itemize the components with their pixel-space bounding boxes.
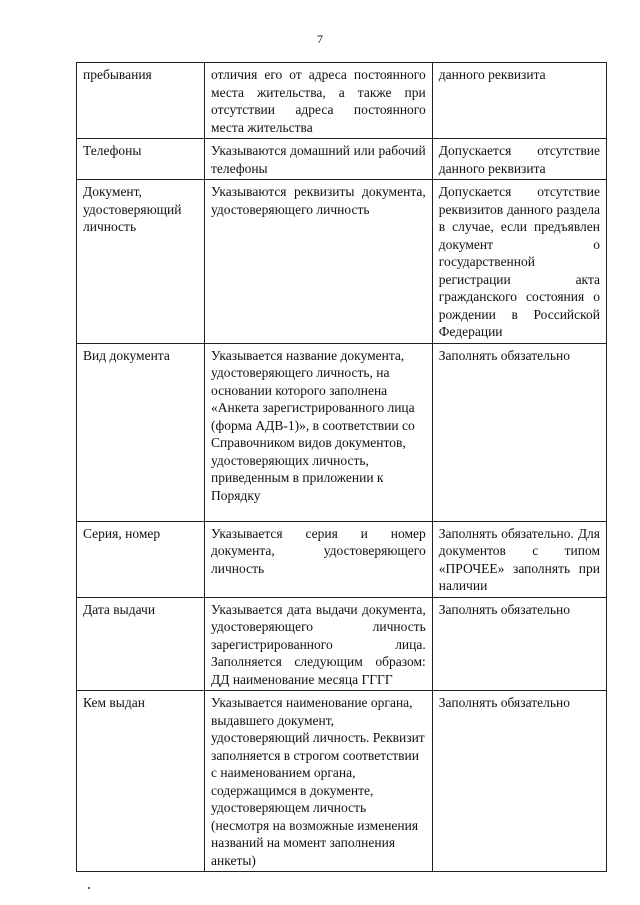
field-name-cell: Кем выдан: [77, 691, 205, 872]
description-cell: отличия его от адреса постоянного места жительства, а также при отсутствии адреса постоянного места жительства: [205, 63, 433, 139]
requirement-cell: Допускается отсутствие данного реквизита: [432, 139, 606, 180]
requirement-cell: Заполнять обязательно. Для документов с типом «ПРОЧЕЕ» заполнять при наличии: [432, 521, 606, 597]
scan-speck: [88, 887, 90, 889]
field-name-cell: Дата выдачи: [77, 597, 205, 691]
table-row: [77, 343, 607, 521]
description-cell: Указываются домашний или рабочий телефоны: [205, 139, 433, 180]
requisites-table: [76, 62, 607, 872]
requirement-cell: Допускается отсутствие реквизитов данного раздела в случае, если предъявлен документ о государственной регистрации акта гражданского состояния о рождении в Российской Федерации: [432, 180, 606, 344]
requirement-cell: Заполнять обязательно: [432, 597, 606, 691]
field-name-cell: Вид документа: [77, 343, 205, 521]
table-row: [77, 180, 607, 344]
table-row: [77, 139, 607, 180]
description-cell: Указываются реквизиты документа, удостоверяющего личность: [205, 180, 433, 344]
field-name-cell: пребывания: [77, 63, 205, 139]
requirement-cell: Заполнять обязательно: [432, 691, 606, 872]
field-name-cell: Телефоны: [77, 139, 205, 180]
requirement-cell: Заполнять обязательно: [432, 343, 606, 521]
table-row: [77, 63, 607, 139]
description-cell: Указывается наименование органа, выдавшего документ, удостоверяющий личность. Реквизит заполняется в строгом соответствии с наименованием органа, содержащимся в документе, удостоверяющем личность (несмотря на возможные изменения названий на момент заполнения анкеты): [205, 691, 433, 872]
requirement-cell: данного реквизита: [432, 63, 606, 139]
field-name-cell: Документ, удостоверяющий личность: [77, 180, 205, 344]
page-number: 7: [317, 32, 323, 46]
field-name-cell: Серия, номер: [77, 521, 205, 597]
description-cell: Указывается название документа, удостоверяющего личность, на основании которого заполнена «Анкета зарегистрированного лица (форма АДВ-1)», в соответствии со Справочником видов документов, удостоверяющих личность, приведенным в приложении к Порядку: [205, 343, 433, 521]
description-cell: Указывается дата выдачи документа, удостоверяющего личность зарегистрированного лица. Заполняется следующим образом: ДД наименование месяца ГГГГ: [205, 597, 433, 691]
table-row: [77, 691, 607, 872]
table-row: [77, 521, 607, 597]
description-cell: Указывается серия и номер документа, удостоверяющего личность: [205, 521, 433, 597]
table-row: [77, 597, 607, 691]
